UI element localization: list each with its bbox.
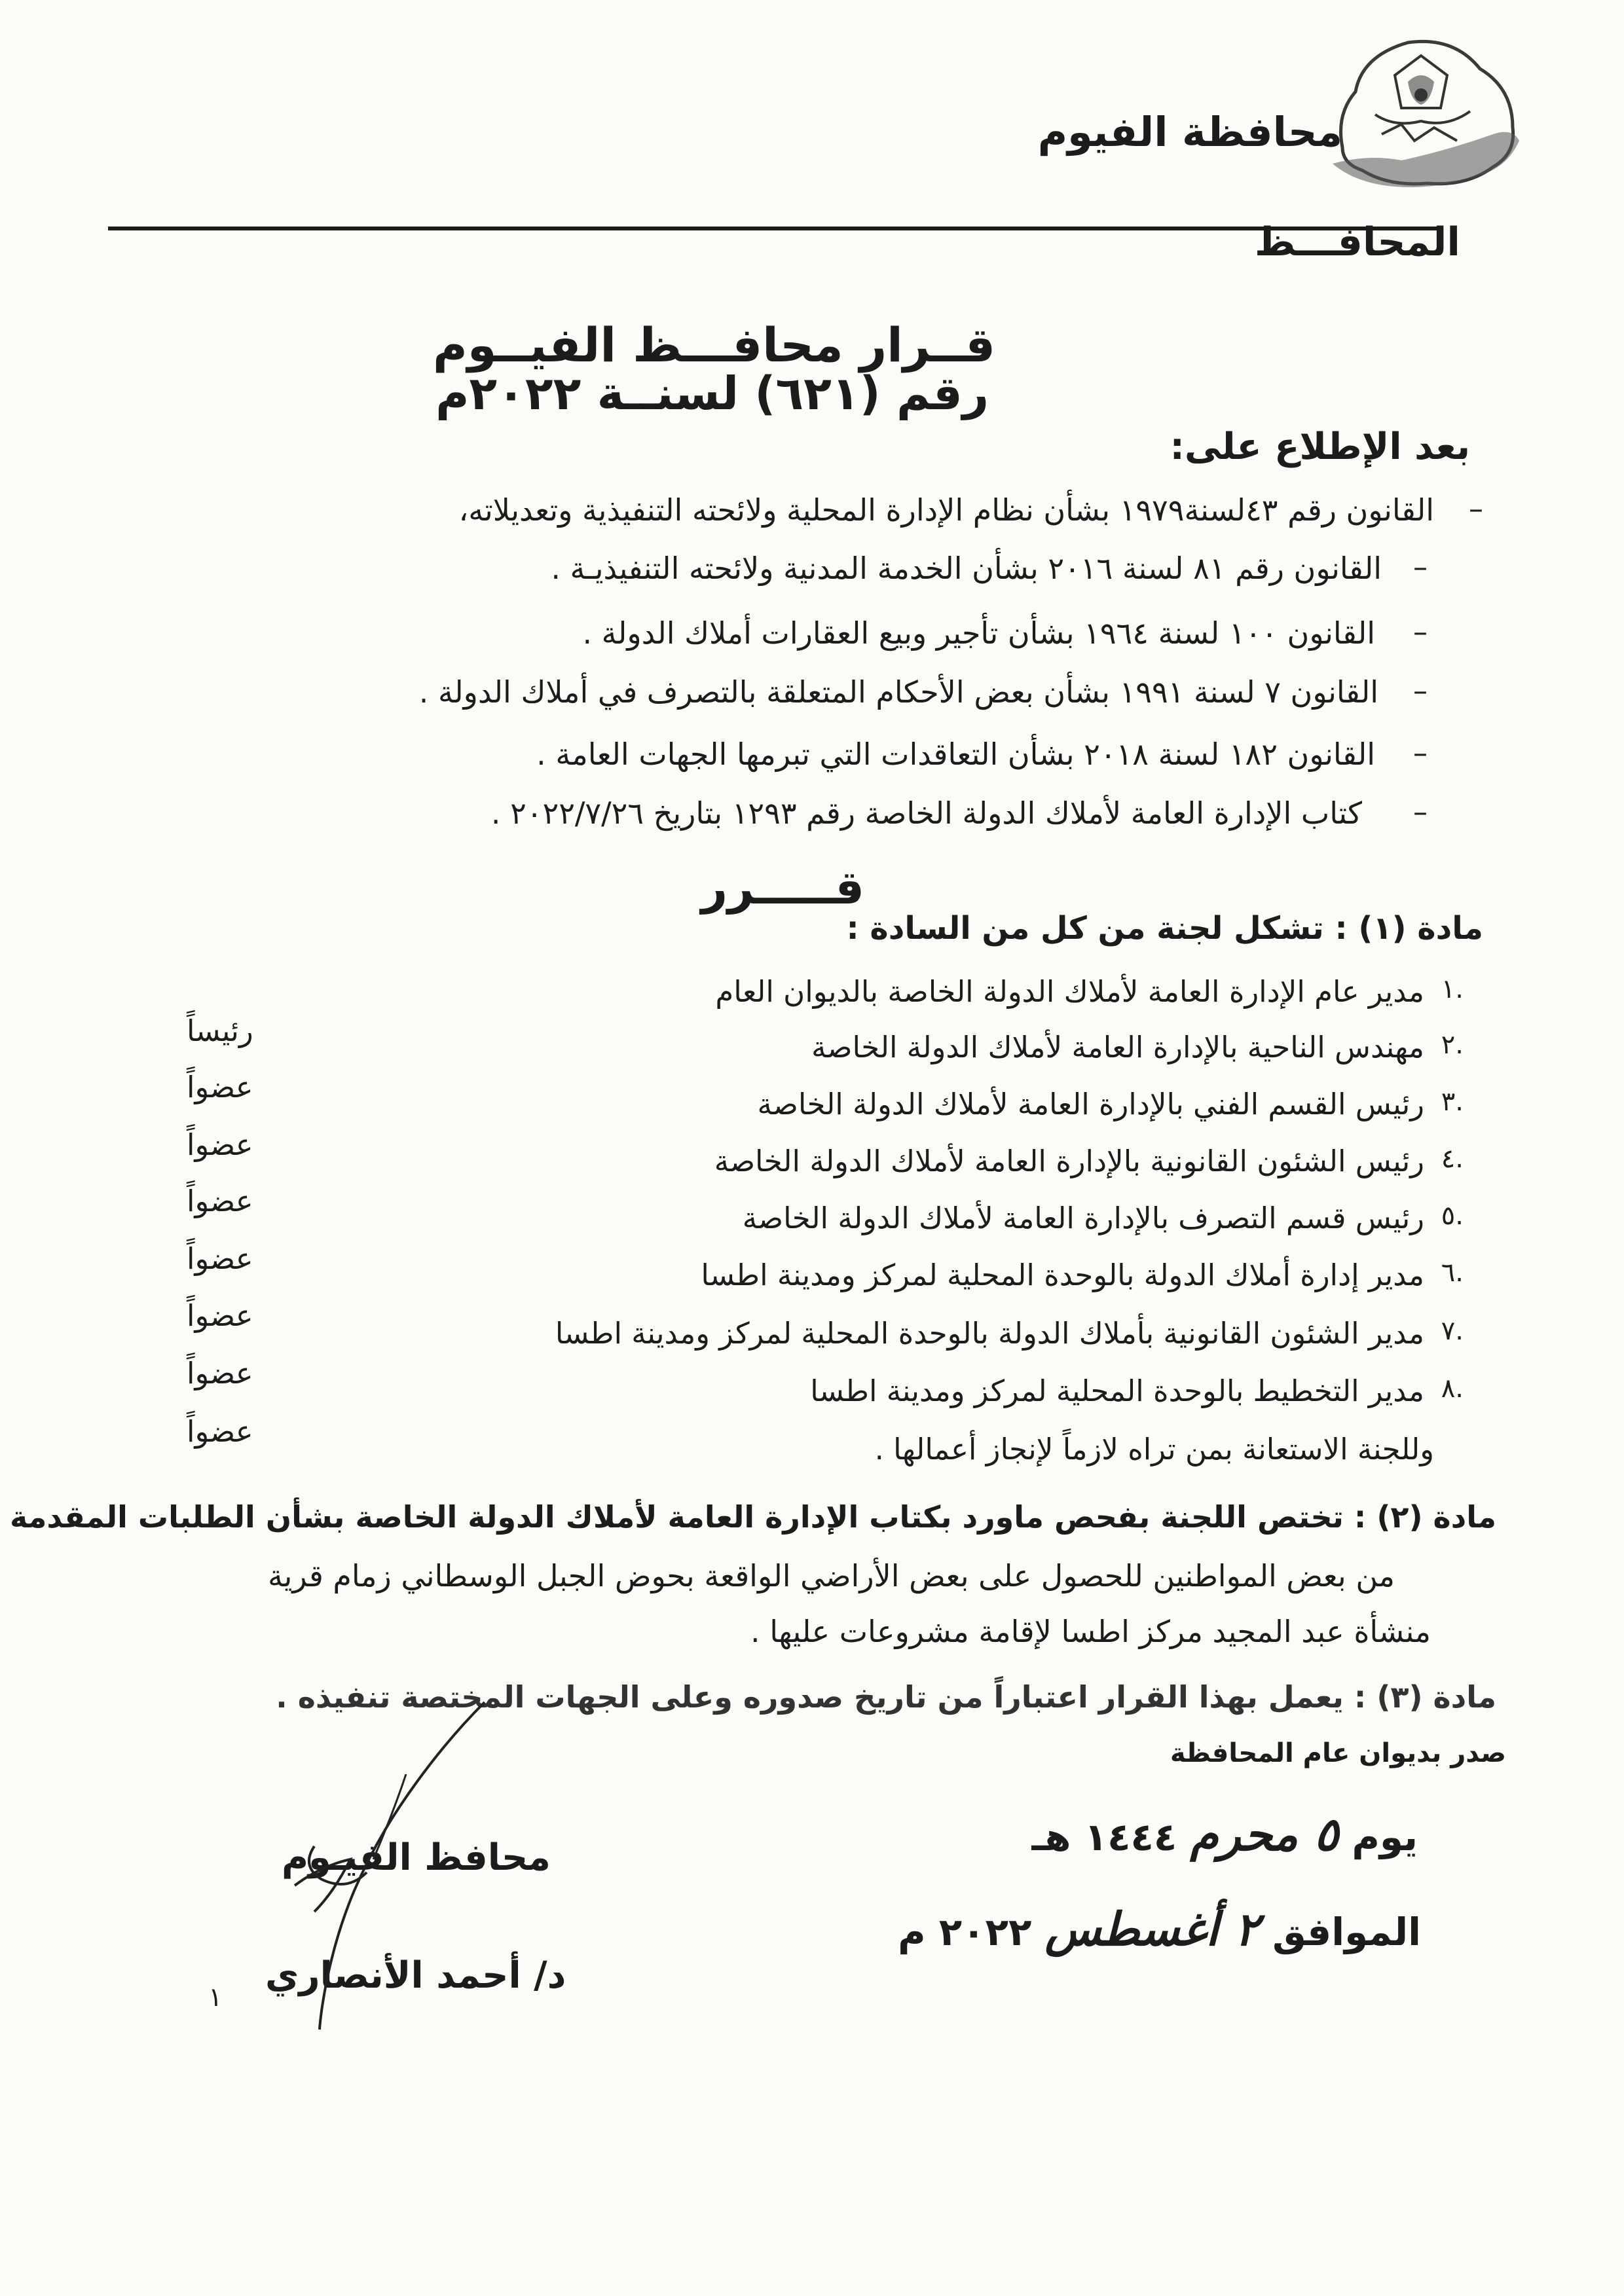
greg-prefix: الموافق [1272, 1910, 1421, 1954]
handwritten-date: ٢ أغسطس [1044, 1902, 1259, 1956]
law-item: القانون رقم ٨١ لسنة ٢٠١٦ بشأن الخدمة المدنية ولائحته التنفيذيـة . [551, 551, 1382, 586]
bullet-dash: – [1413, 674, 1428, 708]
member-number: ٧. [1441, 1316, 1464, 1346]
member-number: ٤. [1441, 1144, 1464, 1174]
bullet-dash: – [1413, 795, 1428, 829]
member-role: عضواً [187, 1298, 253, 1333]
decided-heading: قـــــرر [701, 861, 864, 915]
member-number: ١. [1441, 974, 1464, 1004]
article-2-line: من بعض المواطنين للحصول على بعض الأراضي الواقعة بحوض الجبل الوسطاني زمام قرية [267, 1558, 1395, 1594]
signatory-name: د/ أحمد الأنصاري [265, 1954, 566, 1997]
member-item: مهندس الناحية بالإدارة العامة لأملاك الدولة الخاصة [811, 1030, 1424, 1065]
article-2-line: منشأة عبد المجيد مركز اطسا لإقامة مشروعات عليها . [750, 1614, 1431, 1649]
member-item: مدير عام الإدارة العامة لأملاك الدولة الخاصة بالديوان العام [715, 974, 1424, 1009]
article-3-line: مادة (٣) : يعمل بهذا القرار اعتباراً من تاريخ صدوره وعلى الجهات المختصة تنفيذه . [276, 1679, 1496, 1715]
member-item: رئيس الشئون القانونية بالإدارة العامة لأملاك الدولة الخاصة [714, 1144, 1424, 1178]
law-item: القانون رقم ٤٣لسنة١٩٧٩ بشأن نظام الإدارة المحلية ولائحته التنفيذية وتعديلاته، [458, 492, 1434, 528]
member-item: مدير الشئون القانونية بأملاك الدولة بالوحدة المحلية لمركز ومدينة اطسا [555, 1316, 1424, 1351]
member-role: عضواً [187, 1356, 253, 1391]
signatory-title: محافظ الفيـوم [282, 1836, 551, 1879]
member-item: رئيس قسم التصرف بالإدارة العامة لأملاك الدولة الخاصة [742, 1201, 1424, 1235]
law-item: القانون ٧ لسنة ١٩٩١ بشأن بعض الأحكام المتعلقة بالتصرف في أملاك الدولة . [418, 674, 1378, 710]
decree-title: قــرار محافـــظ الفيــوم [432, 318, 995, 373]
bullet-dash: – [1413, 737, 1428, 770]
handwritten-signature [275, 1696, 491, 2036]
issued-at: صدر بديوان عام المحافظة [1170, 1738, 1506, 1768]
after-review-heading: بعد الإطلاع على: [1170, 426, 1470, 468]
hijri-date [1031, 1807, 1418, 1861]
member-number: ٢. [1441, 1030, 1464, 1060]
decree-number: رقم (٦٢١) لسنــة ٢٠٢٢م [435, 367, 989, 420]
member-role: رئيساً [187, 1013, 253, 1048]
bullet-dash: – [1413, 615, 1428, 649]
article-2-line: مادة (٢) : تختص اللجنة بفحص ماورد بكتاب الإدارة العامة لأملاك الدولة الخاصة بشأن الطلبات المقدمة [9, 1499, 1496, 1535]
handwritten-day: ٥ محرم [1190, 1807, 1339, 1861]
hijri-year: ١٤٤٤ هـ [1031, 1815, 1177, 1859]
day-prefix: يوم [1352, 1815, 1418, 1859]
member-role: عضواً [187, 1184, 253, 1218]
bullet-dash: – [1413, 551, 1428, 584]
article-1-closing: وللجنة الاستعانة بمن تراه لازماً لإنجاز أعمالها . [874, 1432, 1434, 1467]
member-role: عضواً [187, 1127, 253, 1162]
bullet-dash: – [1469, 492, 1483, 526]
governorate-emblem [1316, 29, 1526, 193]
greg-year: ٢٠٢٢ م [898, 1910, 1032, 1954]
law-item: كتاب الإدارة العامة لأملاك الدولة الخاصة رقم ١٢٩٣ بتاريخ ٢٠٢٢/٧/٢٦ . [490, 795, 1362, 831]
member-item: مدير التخطيط بالوحدة المحلية لمركز ومدينة اطسا [810, 1374, 1424, 1408]
law-item: القانون ١٠٠ لسنة ١٩٦٤ بشأن تأجير وبيع العقارات أملاك الدولة . [582, 615, 1375, 651]
side-mark: ١ [208, 1982, 223, 2013]
member-number: ٦. [1441, 1258, 1464, 1288]
governorate-name: محافظة الفيوم [1037, 108, 1342, 156]
member-role: عضواً [187, 1414, 253, 1449]
member-number: ٨. [1441, 1374, 1464, 1404]
member-role: عضواً [187, 1241, 253, 1276]
law-item: القانون ١٨٢ لسنة ٢٠١٨ بشأن التعاقدات التي تبرمها الجهات العامة . [536, 737, 1375, 772]
member-number: ٣. [1441, 1087, 1464, 1117]
member-item: مدير إدارة أملاك الدولة بالوحدة المحلية لمركز ومدينة اطسا [701, 1258, 1424, 1292]
gregorian-date [898, 1902, 1421, 1956]
article-1-heading: مادة (١) : تشكل لجنة من كل من السادة : [846, 910, 1483, 947]
office-title: المحافـــظ [1254, 219, 1460, 265]
member-item: رئيس القسم الفني بالإدارة العامة لأملاك الدولة الخاصة [757, 1087, 1424, 1121]
header-rule [108, 227, 1441, 230]
member-number: ٥. [1441, 1201, 1464, 1231]
member-role: عضواً [187, 1070, 253, 1104]
